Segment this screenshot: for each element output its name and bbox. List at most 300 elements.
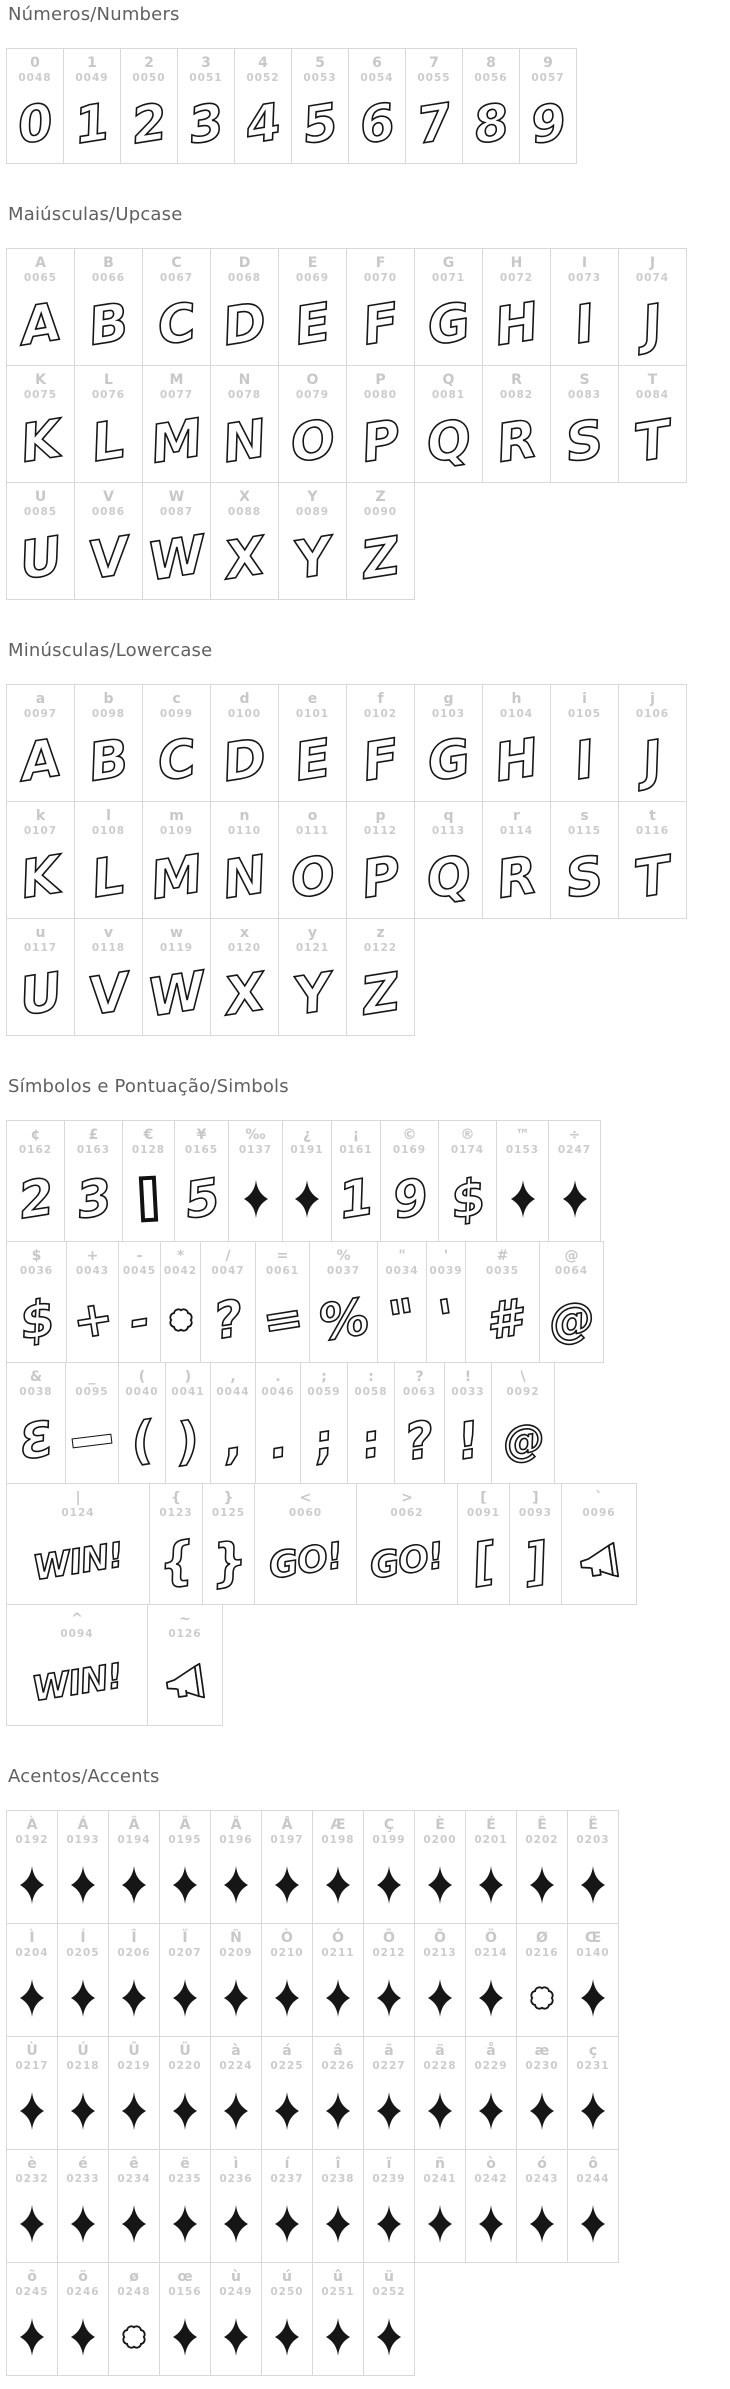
glyph-unicode-code: 0097 [23, 708, 58, 720]
glyph-preview [58, 1847, 108, 1923]
glyph-preview [445, 1399, 491, 1483]
glyph-unicode-code: 0048 [18, 72, 52, 84]
glyph-preview [255, 1520, 356, 1604]
glyph-preview [415, 2186, 465, 2262]
glyph-unicode-code: 0210 [270, 1947, 304, 1959]
glyph-preview [7, 838, 74, 918]
glyph-cell [465, 1923, 517, 2037]
glyph-char-label: ¿ [302, 1127, 312, 1143]
glyph-unicode-code: 0052 [246, 72, 280, 84]
glyph-char-label: ò [486, 2156, 496, 2172]
glyph-cell [6, 1120, 65, 1242]
glyph-unicode-code: 0070 [363, 272, 398, 284]
glyph-unicode-code: 0083 [567, 389, 602, 401]
glyph-cell [108, 2262, 160, 2376]
glyph-char-label: v [103, 925, 114, 941]
glyph-unicode-code: 0037 [326, 1265, 361, 1277]
glyph-unicode-code: 0137 [238, 1144, 273, 1156]
glyph-cell [6, 684, 75, 802]
glyph-preview [160, 2073, 210, 2149]
glyph-cell [300, 1362, 348, 1484]
outline-letter-glyph: J [638, 293, 667, 357]
glyph-preview [364, 2299, 414, 2375]
glyph-preview [7, 1520, 149, 1604]
glyph-preview [415, 402, 482, 482]
glyph-char-label: ; [321, 1369, 327, 1385]
glyph-char-label: ù [231, 2269, 241, 2285]
glyph-cell [312, 2149, 364, 2263]
glyph-preview [75, 955, 142, 1035]
sparkle-star-glyph-icon [69, 1865, 97, 1905]
glyph-preview [143, 721, 210, 801]
sparkle-star-glyph-icon [509, 1179, 537, 1219]
glyph-unicode-code: 0119 [159, 942, 194, 954]
glyph-preview [211, 838, 278, 918]
glyph-unicode-code: 0193 [66, 1834, 100, 1846]
glyph-unicode-code: 0107 [23, 825, 58, 837]
glyph-char-label: À [26, 1817, 38, 1833]
glyph-cell [159, 2149, 211, 2263]
glyph-unicode-code: 0248 [117, 2286, 151, 2298]
glyph-preview [458, 1520, 509, 1604]
outline-letter-glyph: T [630, 409, 675, 475]
glyph-unicode-code: 0073 [567, 272, 602, 284]
outline-letter-glyph: 0 [13, 92, 57, 156]
glyph-unicode-code: 0100 [227, 708, 262, 720]
glyph-unicode-code: 0162 [18, 1144, 53, 1156]
glyph-preview [58, 2073, 108, 2149]
glyph-unicode-code: 0194 [117, 1834, 151, 1846]
outline-letter-glyph: 9 [526, 92, 570, 156]
glyph-unicode-code: 0044 [216, 1386, 250, 1398]
glyph-unicode-code: 0101 [295, 708, 330, 720]
glyph-cell [142, 248, 211, 366]
glyph-unicode-code: 0112 [363, 825, 398, 837]
glyph-char-label: p [375, 808, 386, 824]
glyph-char-label: k [35, 808, 46, 824]
outline-letter-glyph: W [143, 960, 210, 1030]
glyph-unicode-code: 0077 [159, 389, 194, 401]
glyph-unicode-code: 0064 [554, 1265, 589, 1277]
glyph-cell [159, 2036, 211, 2150]
glyph-cell [291, 48, 349, 164]
glyph-char-label: 0 [30, 55, 40, 71]
glyph-char-label: 7 [429, 55, 439, 71]
glyph-unicode-code: 0202 [525, 1834, 559, 1846]
glyph-cell [200, 1241, 256, 1363]
glyph-unicode-code: 0066 [91, 272, 126, 284]
glyph-unicode-code: 0219 [117, 2060, 151, 2072]
glyph-unicode-code: 0095 [75, 1386, 109, 1398]
glyph-preview [619, 402, 686, 482]
glyph-unicode-code: 0067 [159, 272, 194, 284]
glyph-preview [619, 721, 686, 801]
glyph-cell [348, 48, 406, 164]
glyph-preview [347, 402, 414, 482]
glyph-unicode-code: 0242 [474, 2173, 508, 2185]
sparkle-star-glyph-icon [222, 2317, 250, 2357]
glyph-unicode-code: 0050 [132, 72, 166, 84]
glyph-cell [414, 684, 483, 802]
outline-letter-glyph: E [290, 728, 335, 794]
glyph-table-uppercase [6, 248, 730, 600]
glyph-unicode-code: 0114 [499, 825, 534, 837]
glyph-char-label: [ [480, 1490, 487, 1506]
sparkle-star-glyph-icon [171, 2091, 199, 2131]
glyph-preview [143, 955, 210, 1035]
glyph-unicode-code: 0047 [211, 1265, 245, 1277]
glyph-unicode-code: 0195 [168, 1834, 202, 1846]
glyph-preview [211, 2299, 261, 2375]
glyph-cell [108, 2036, 160, 2150]
glyph-cell [6, 1483, 150, 1605]
glyph-preview [415, 2073, 465, 2149]
glyph-preview [123, 1157, 174, 1241]
glyph-char-label: ã [384, 2043, 394, 2059]
glyph-cell [278, 801, 347, 919]
glyph-preview [7, 1399, 65, 1483]
glyph-unicode-code: 0251 [321, 2286, 355, 2298]
glyph-row [6, 1810, 730, 1924]
glyph-preview [310, 1278, 377, 1362]
glyph-cell [165, 1362, 211, 1484]
outline-letter-glyph: = [258, 1289, 307, 1351]
glyph-cell [278, 918, 347, 1036]
glyph-cell [309, 1241, 378, 1363]
glyph-cell [6, 2149, 58, 2263]
glyph-preview [178, 85, 234, 163]
glyph-cell [108, 1923, 160, 2037]
sparkle-star-glyph-icon [120, 1978, 148, 2018]
glyph-cell [202, 1483, 255, 1605]
glyph-row [6, 2149, 730, 2263]
outline-letter-glyph: + [68, 1289, 117, 1351]
glyph-char-label: Ã [179, 1817, 191, 1833]
outline-letter-glyph: P [357, 845, 404, 911]
glyph-unicode-code: 0109 [159, 825, 194, 837]
glyph-cell [6, 365, 75, 483]
glyph-cell [255, 1362, 301, 1484]
glyph-cell [6, 1923, 58, 2037]
outline-letter-glyph: ; [311, 1412, 337, 1470]
glyph-unicode-code: 0074 [635, 272, 670, 284]
glyph-unicode-code: 0218 [66, 2060, 100, 2072]
glyph-preview [279, 402, 346, 482]
glyph-preview [406, 85, 462, 163]
outline-letter-glyph: U [15, 962, 66, 1028]
outline-letter-glyph: 2 [127, 92, 171, 156]
glyph-char-label: M [169, 372, 184, 388]
glyph-char-label: Z [375, 489, 386, 505]
glyph-unicode-code: 0036 [19, 1265, 54, 1277]
glyph-cell [347, 1362, 395, 1484]
glyph-char-label: G [442, 255, 455, 271]
sparkle-star-glyph-icon [18, 1865, 46, 1905]
glyph-preview [203, 1520, 254, 1604]
glyph-row [6, 2036, 730, 2150]
glyph-preview [483, 721, 550, 801]
outline-letter-glyph: S [561, 845, 608, 911]
glyph-row [6, 801, 730, 919]
glyph-cell [550, 248, 619, 366]
outline-letter-glyph: WIN! [30, 1535, 126, 1589]
glyph-unicode-code: 0111 [295, 825, 330, 837]
outline-letter-glyph: 6 [355, 92, 399, 156]
glyph-row [6, 1604, 730, 1726]
sparkle-star-glyph-icon [324, 2091, 352, 2131]
glyph-cell [118, 1241, 161, 1363]
glyph-unicode-code: 0252 [372, 2286, 406, 2298]
glyph-unicode-code: 0082 [499, 389, 534, 401]
outline-letter-glyph: C [153, 728, 200, 794]
glyph-cell [356, 1483, 458, 1605]
glyph-preview [7, 285, 74, 365]
glyph-char-label: ® [460, 1127, 475, 1143]
glyph-preview [160, 2299, 210, 2375]
glyph-preview [568, 1960, 618, 2036]
outline-letter-glyph: $ [446, 1167, 489, 1231]
glyph-preview [364, 2073, 414, 2149]
outline-letter-glyph: V [84, 962, 133, 1028]
glyph-cell [142, 684, 211, 802]
glyph-unicode-code: 0206 [117, 1947, 151, 1959]
glyph-unicode-code: 0239 [372, 2173, 406, 2185]
glyph-unicode-code: 0072 [499, 272, 534, 284]
glyph-cell [210, 482, 279, 600]
glyph-preview [568, 1847, 618, 1923]
glyph-preview [279, 838, 346, 918]
glyph-preview [109, 2073, 159, 2149]
glyph-char-label: ü [384, 2269, 394, 2285]
glyph-cell [210, 684, 279, 802]
glyph-char-label: E [307, 255, 318, 271]
outline-letter-glyph: 1 [334, 1167, 378, 1231]
glyph-cell [261, 2149, 313, 2263]
glyph-cell [346, 918, 415, 1036]
section-numbers [6, 4, 730, 164]
glyph-unicode-code: 0125 [211, 1507, 246, 1519]
glyph-preview [7, 2186, 57, 2262]
glyph-unicode-code: 0207 [168, 1947, 202, 1959]
outline-letter-glyph: : [358, 1412, 384, 1470]
glyph-char-label: I [581, 255, 588, 271]
sparkle-star-glyph-icon [171, 2317, 199, 2357]
glyph-cell [254, 1483, 357, 1605]
glyph-preview [551, 285, 618, 365]
glyph-cell [414, 1923, 466, 2037]
glyph-cell [74, 365, 143, 483]
glyph-preview [415, 1960, 465, 2036]
megaphone-glyph-icon [577, 1543, 621, 1581]
outline-letter-glyph: Y [289, 962, 336, 1028]
outline-letter-glyph: GO! [265, 1535, 345, 1588]
glyph-char-label: ‰ [245, 1127, 266, 1143]
glyph-preview [262, 1847, 312, 1923]
glyph-cell [363, 2262, 415, 2376]
glyph-unicode-code: 0244 [576, 2173, 610, 2185]
glyph-char-label: œ [177, 2269, 193, 2285]
glyph-unicode-code: 0079 [295, 389, 330, 401]
outline-letter-glyph: I [570, 729, 599, 793]
glyph-cell [331, 1120, 381, 1242]
outline-letter-glyph: K [16, 845, 65, 911]
glyph-cell [414, 2149, 466, 2263]
glyph-unicode-code: 0116 [635, 825, 670, 837]
glyph-unicode-code: 0089 [295, 506, 330, 518]
glyph-cell [108, 1810, 160, 1924]
glyph-char-label: ï [386, 2156, 392, 2172]
glyph-unicode-code: 0209 [219, 1947, 253, 1959]
glyph-row [6, 684, 730, 802]
glyph-char-label: ! [464, 1369, 472, 1385]
glyph-cell [312, 1923, 364, 2037]
sparkle-star-glyph-icon [18, 2204, 46, 2244]
glyph-preview [7, 2073, 57, 2149]
glyph-preview [313, 1960, 363, 2036]
glyph-preview [283, 1157, 331, 1241]
glyph-cell [210, 918, 279, 1036]
glyph-preview [549, 1157, 600, 1241]
glyph-char-label: î [335, 2156, 341, 2172]
glyph-preview [58, 2299, 108, 2375]
glyph-cell [74, 248, 143, 366]
glyph-preview [119, 1278, 160, 1362]
glyph-cell [6, 2036, 58, 2150]
glyph-char-label: ) [184, 1369, 192, 1385]
sparkle-star-glyph-icon [18, 1978, 46, 2018]
glyph-char-label: Û [128, 2043, 140, 2059]
glyph-char-label: & [29, 1369, 43, 1385]
glyph-preview [66, 1399, 118, 1483]
glyph-cell [394, 1362, 445, 1484]
glyph-cell [210, 2149, 262, 2263]
glyph-unicode-code: 0118 [91, 942, 126, 954]
glyph-unicode-code: 0078 [227, 389, 262, 401]
glyph-cell [438, 1120, 497, 1242]
outline-letter-glyph: K [16, 409, 65, 475]
glyph-cell [6, 48, 64, 164]
glyph-unicode-code: 0126 [168, 1628, 202, 1640]
glyph-cell [210, 1362, 256, 1484]
glyph-preview [211, 402, 278, 482]
outline-letter-glyph: 1 [70, 92, 114, 156]
glyph-cell [618, 801, 687, 919]
outline-letter-glyph: L [87, 845, 130, 911]
sparkle-star-glyph-icon [273, 1865, 301, 1905]
glyph-cell [142, 365, 211, 483]
glyph-unicode-code: 0226 [321, 2060, 355, 2072]
glyph-char-label: X [239, 489, 250, 505]
glyph-preview [466, 1278, 539, 1362]
sparkle-star-glyph-icon [324, 2204, 352, 2244]
sparkle-star-glyph-icon [171, 1978, 199, 2018]
glyph-preview [279, 721, 346, 801]
glyph-char-label: æ [534, 2043, 550, 2059]
outline-letter-glyph: R [492, 845, 541, 911]
glyph-char-label: ( [138, 1369, 146, 1385]
glyph-unicode-code: 0040 [125, 1386, 159, 1398]
glyph-cell [120, 48, 178, 164]
glyph-row [6, 1120, 730, 1242]
glyph-char-label: W [168, 489, 185, 505]
glyph-unicode-code: 0228 [423, 2060, 457, 2072]
glyph-unicode-code: 0243 [525, 2173, 559, 2185]
glyph-table-lowercase [6, 684, 730, 1036]
glyph-cell [363, 1810, 415, 1924]
outline-letter-glyph: T [630, 845, 675, 911]
sparkle-star-glyph-icon [120, 1865, 148, 1905]
glyph-preview [562, 1520, 636, 1604]
glyph-unicode-code: 0203 [576, 1834, 610, 1846]
glyph-char-label: V [103, 489, 114, 505]
glyph-cell [261, 1923, 313, 2037]
sparkle-star-glyph-icon [324, 2317, 352, 2357]
glyph-row [6, 918, 730, 1036]
glyph-char-label: 8 [486, 55, 496, 71]
glyph-cell [210, 801, 279, 919]
glyph-preview [211, 2073, 261, 2149]
glyph-preview [551, 721, 618, 801]
glyph-preview [160, 1847, 210, 1923]
glyph-cell [618, 365, 687, 483]
glyph-preview [256, 1399, 300, 1483]
glyph-preview [7, 1847, 57, 1923]
glyph-char-label: ê [129, 2156, 139, 2172]
glyph-char-label: ú [282, 2269, 292, 2285]
glyph-cell [261, 2036, 313, 2150]
sparkle-star-glyph-icon [375, 2204, 403, 2244]
glyph-cell [64, 1120, 123, 1242]
glyph-char-label: Ì [29, 1930, 35, 1946]
glyph-unicode-code: 0237 [270, 2173, 304, 2185]
outline-letter-glyph: { [154, 1530, 198, 1594]
glyph-cell [278, 365, 347, 483]
glyph-char-label: 5 [315, 55, 325, 71]
glyph-char-label: ^ [71, 1611, 83, 1627]
glyph-cell [567, 2149, 619, 2263]
outline-letter-glyph: 9 [388, 1167, 431, 1231]
sparkle-star-glyph-icon [426, 2091, 454, 2131]
glyph-unicode-code: 0053 [303, 72, 337, 84]
glyph-preview [332, 1157, 380, 1241]
glyph-preview [619, 285, 686, 365]
sparkle-star-glyph-icon [579, 2204, 607, 2244]
glyph-unicode-code: 0229 [474, 2060, 508, 2072]
glyph-char-label: ` [595, 1490, 603, 1506]
glyph-preview [415, 838, 482, 918]
glyph-char-label: i [582, 691, 587, 707]
glyph-cell [74, 684, 143, 802]
glyph-unicode-code: 0094 [60, 1628, 94, 1640]
glyph-cell [228, 1120, 283, 1242]
glyph-preview [262, 2299, 312, 2375]
glyph-preview [109, 2299, 159, 2375]
glyph-unicode-code: 0200 [423, 1834, 457, 1846]
glyph-unicode-code: 0092 [506, 1386, 540, 1398]
flower-asterisk-glyph-icon [121, 2324, 147, 2350]
glyph-preview [109, 2186, 159, 2262]
glyph-preview [347, 285, 414, 365]
glyph-unicode-code: 0090 [363, 506, 398, 518]
glyph-char-label: Ü [179, 2043, 191, 2059]
glyph-char-label: ø [129, 2269, 139, 2285]
glyph-preview [313, 2299, 363, 2375]
glyph-char-label: £ [88, 1127, 99, 1143]
glyph-char-label: y [307, 925, 318, 941]
glyph-char-label: Á [77, 1817, 89, 1833]
outline-letter-glyph: . [265, 1411, 291, 1471]
sparkle-star-glyph-icon [171, 1865, 199, 1905]
